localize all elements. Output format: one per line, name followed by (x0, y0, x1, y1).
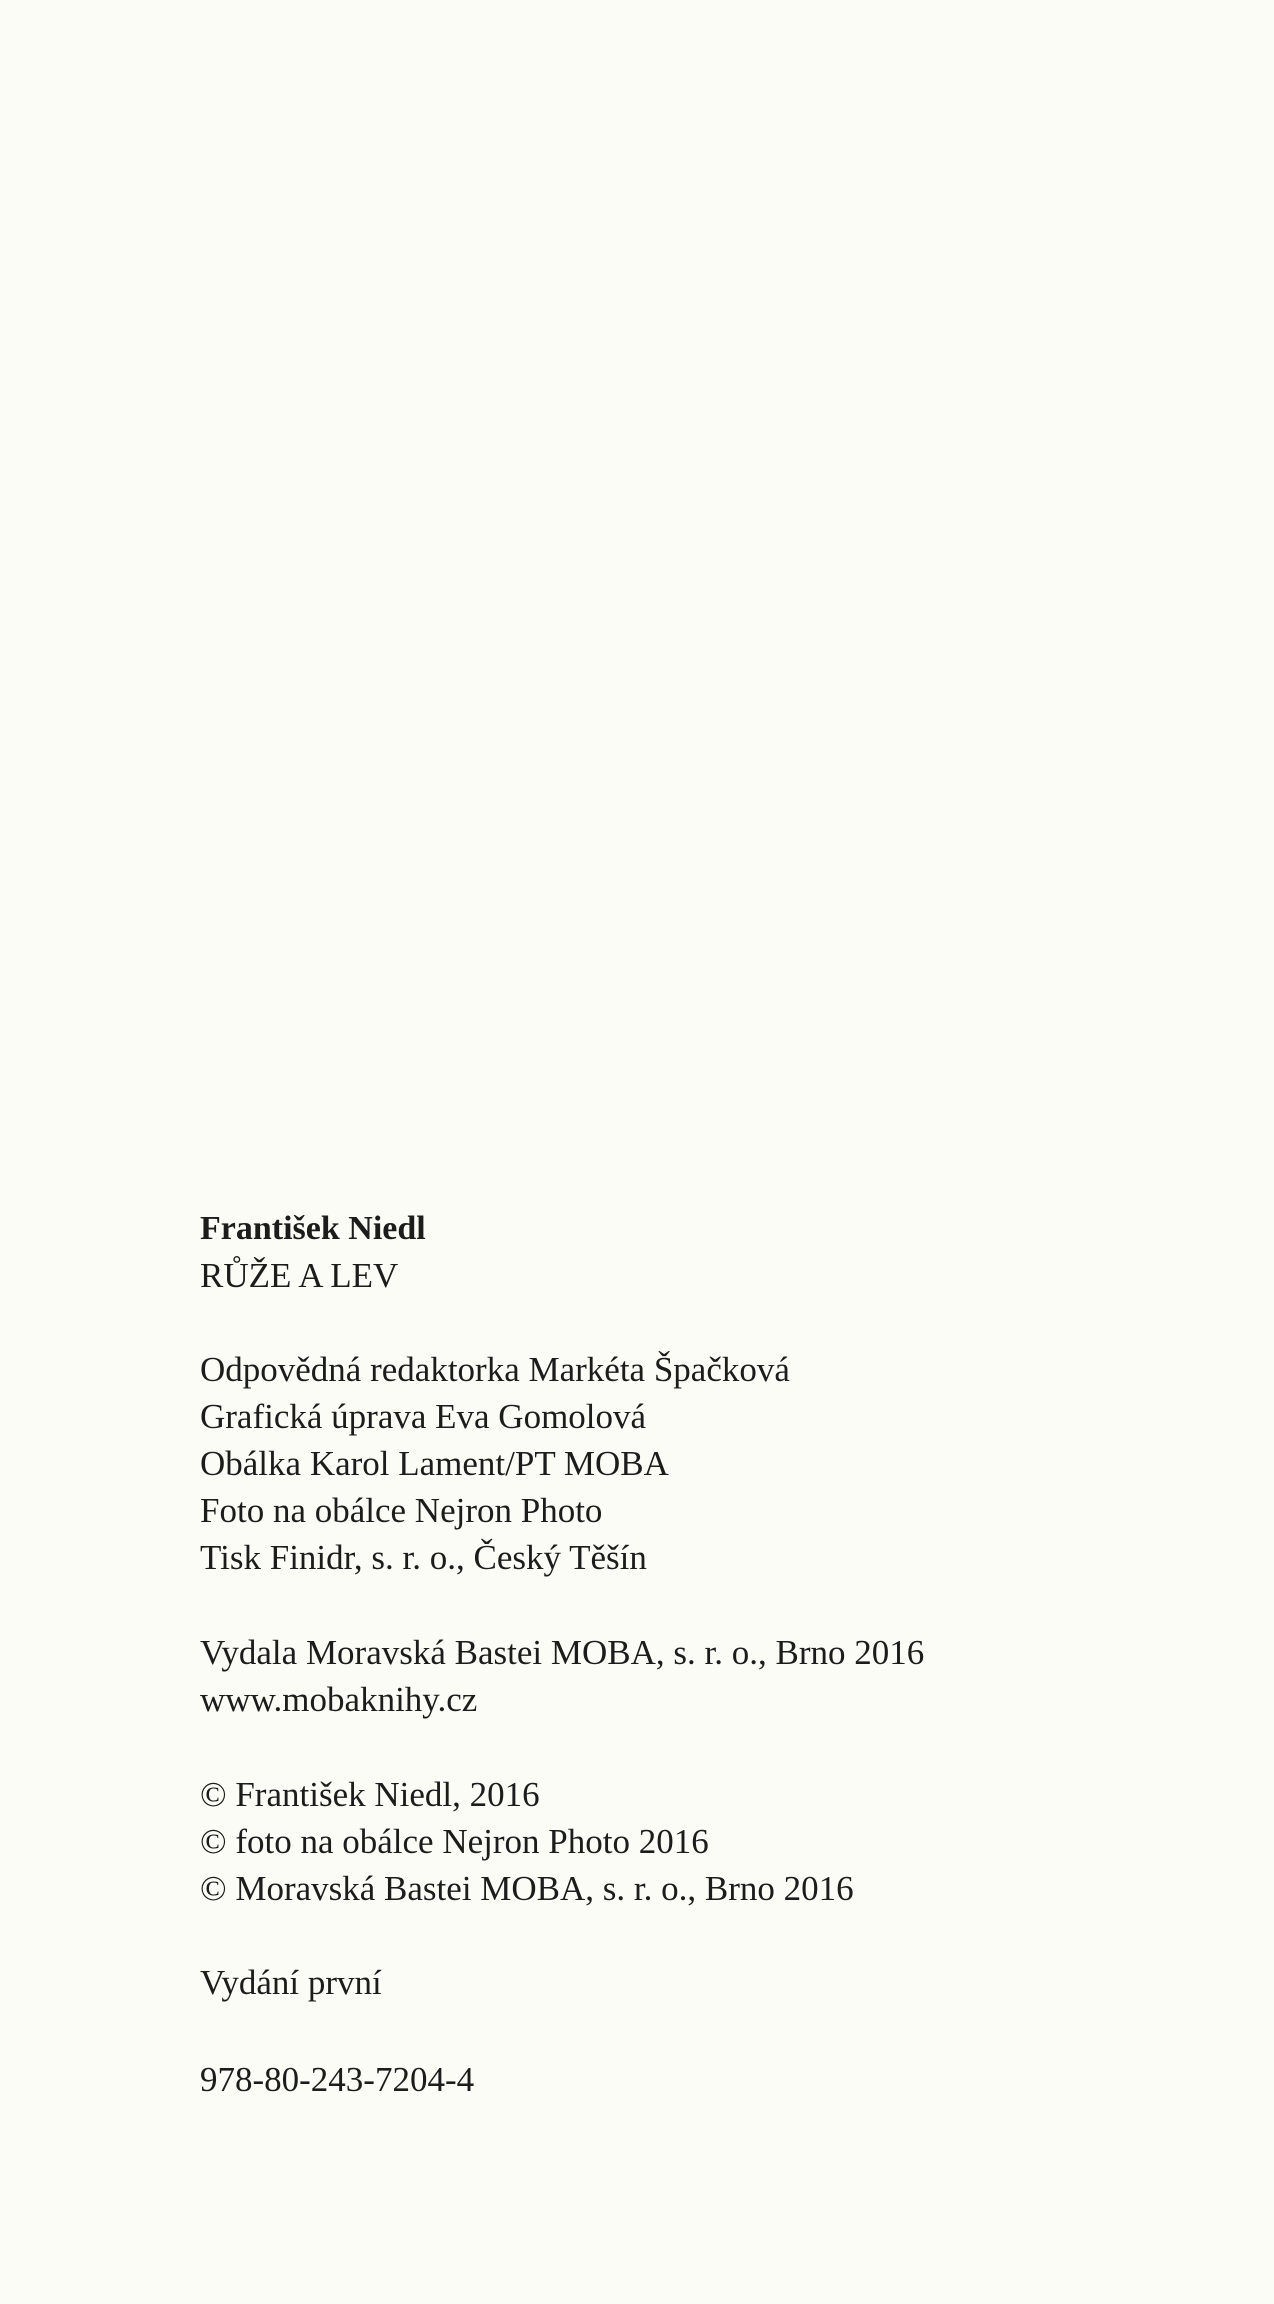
credit-graphic-design: Grafická úprava Eva Gomolová (200, 1397, 647, 1436)
credit-editor: Odpovědná redaktorka Markéta Špačková (200, 1350, 790, 1389)
author-name: František Niedl (200, 1210, 426, 1247)
title-block (200, 1205, 1200, 1299)
credits-block (200, 1346, 1200, 1581)
copyright-author: © František Niedl, 2016 (200, 1775, 540, 1814)
publisher-block (200, 1629, 1200, 1723)
edition-label: Vydání první (200, 1963, 382, 2002)
credit-cover: Obálka Karol Lament/PT MOBA (200, 1444, 669, 1483)
publisher-website: www.mobaknihy.cz (200, 1680, 478, 1719)
copyright-publisher: © Moravská Bastei MOBA, s. r. o., Brno 2016 (200, 1869, 854, 1908)
isbn-number: 978-80-243-7204-4 (200, 2060, 475, 2099)
copyright-photo: © foto na obálce Nejron Photo 2016 (200, 1822, 709, 1861)
credit-cover-photo: Foto na obálce Nejron Photo (200, 1491, 603, 1530)
isbn-block (200, 2056, 1200, 2103)
imprint-page (200, 1205, 1200, 2103)
publisher-line: Vydala Moravská Bastei MOBA, s. r. o., Brno 2016 (200, 1633, 925, 1672)
credit-printer: Tisk Finidr, s. r. o., Český Těšín (200, 1538, 647, 1577)
edition-block (200, 1959, 1200, 2006)
copyright-block (200, 1771, 1200, 1912)
book-title: RŮŽE A LEV (200, 1256, 399, 1295)
